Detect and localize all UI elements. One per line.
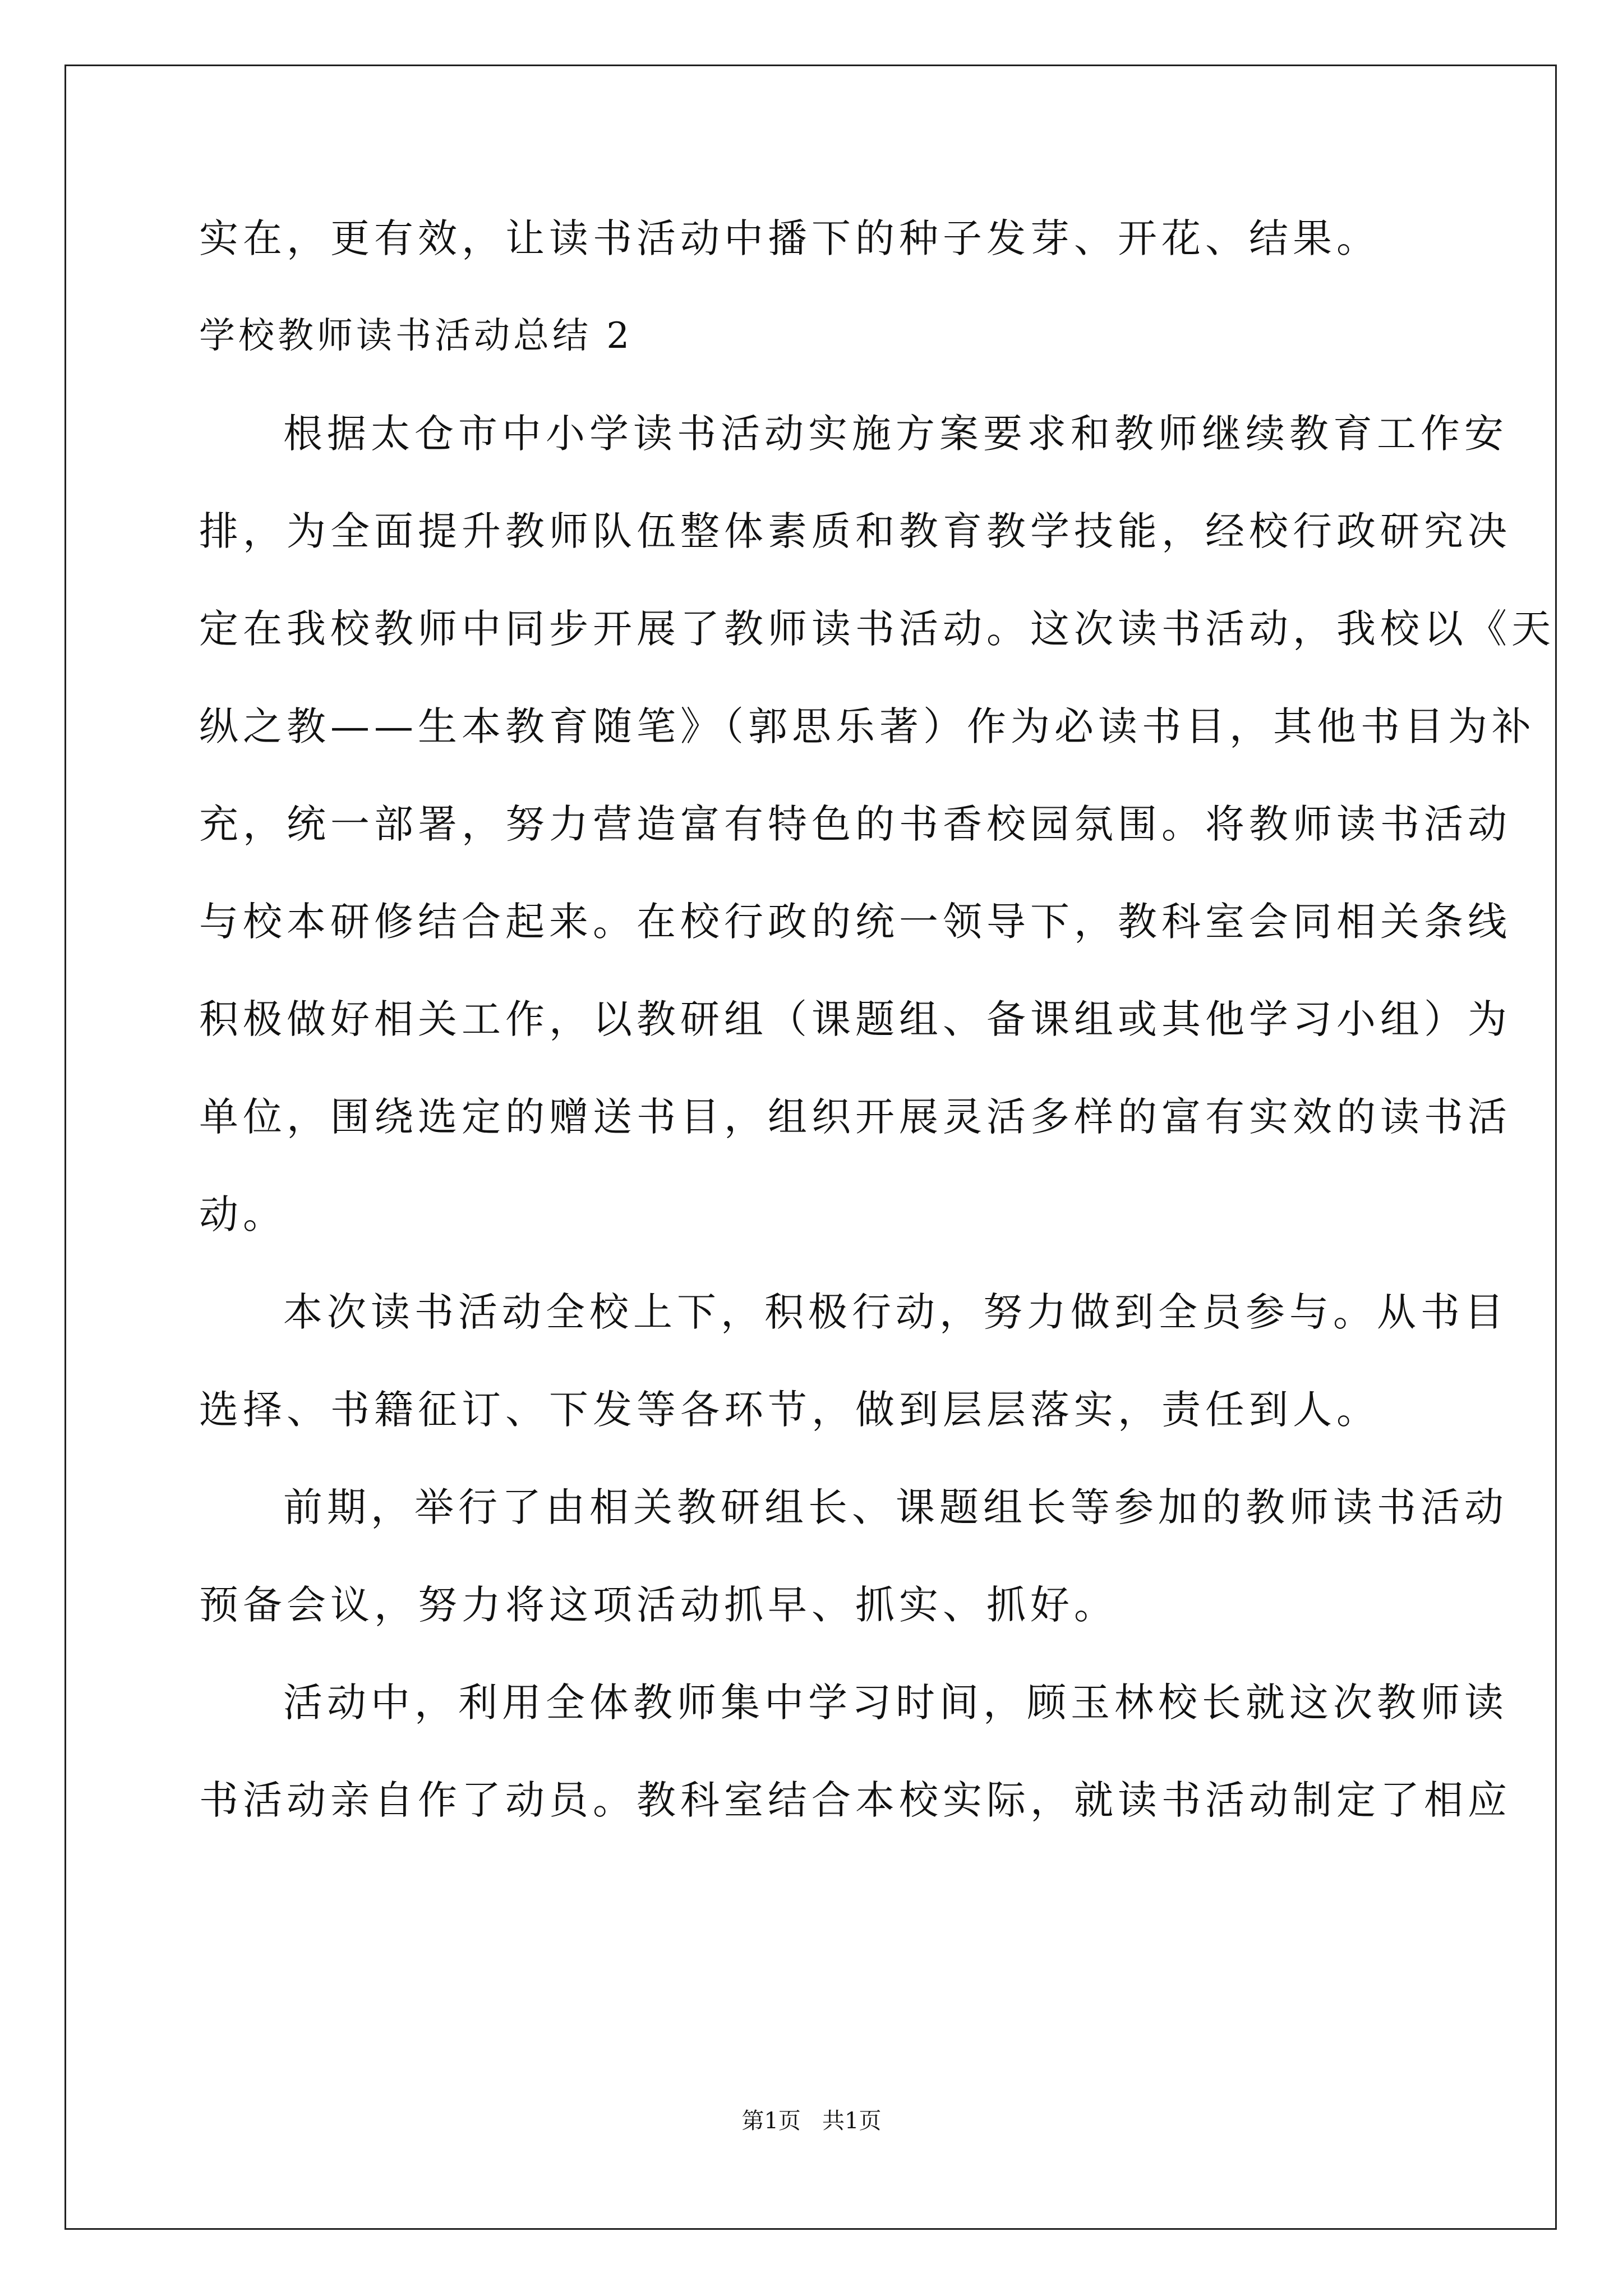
paragraph-line: 定在我校教师中同步开展了教师读书活动。这次读书活动，我校以《天 <box>199 606 1555 652</box>
paragraph-line: 动。 <box>199 1191 287 1237</box>
page-footer: 第1页 共1页 <box>741 2108 882 2134</box>
paragraph-line: 本次读书活动全校上下，积极行动，努力做到全员参与。从书目 <box>283 1289 1508 1335</box>
section-heading-block <box>199 311 1427 361</box>
paragraph-line: 单位，围绕选定的赠送书目，组织开展灵活多样的富有实效的读书活 <box>199 1094 1511 1140</box>
paragraph-line: 选择、书籍征订、下发等各环节，做到层层落实，责任到人。 <box>199 1387 1380 1433</box>
paragraph-line: 纵之教——生本教育随笔》（郭思乐著）作为必读书目，其他书目为补 <box>199 703 1536 749</box>
lead-line: 实在，更有效，让读书活动中播下的种子发芽、开花、结果。 <box>199 215 1380 261</box>
section-heading: 学校教师读书活动总结 2 <box>199 315 633 357</box>
paragraph-line: 积极做好相关工作，以教研组（课题组、备课组或其他学习小组）为 <box>199 996 1511 1042</box>
paragraph-line: 排，为全面提升教师队伍整体素质和教育教学技能，经校行政研究决 <box>199 508 1511 554</box>
paragraph-line: 与校本研修结合起来。在校行政的统一领导下，教科室会同相关条线 <box>199 899 1511 945</box>
paragraph-4 <box>199 1677 1511 1825</box>
document-body <box>199 213 1555 1872</box>
paragraph-3 <box>199 1482 1508 1630</box>
paragraph-line: 书活动亲自作了动员。教科室结合本校实际，就读书活动制定了相应 <box>199 1777 1511 1823</box>
paragraph-2 <box>199 1287 1508 1435</box>
paragraph-line: 充，统一部署，努力营造富有特色的书香校园氛围。将教师读书活动 <box>199 801 1511 847</box>
paragraph-1 <box>199 408 1555 1240</box>
lead-paragraph <box>199 213 1427 264</box>
paragraph-line: 活动中，利用全体教师集中学习时间，顾玉林校长就这次教师读 <box>283 1680 1508 1726</box>
paragraph-line: 根据太仓市中小学读书活动实施方案要求和教师继续教育工作安 <box>283 411 1508 457</box>
paragraph-line: 前期，举行了由相关教研组长、课题组长等参加的教师读书活动 <box>283 1484 1508 1530</box>
paragraph-line: 预备会议，努力将这项活动抓早、抓实、抓好。 <box>199 1582 1118 1628</box>
